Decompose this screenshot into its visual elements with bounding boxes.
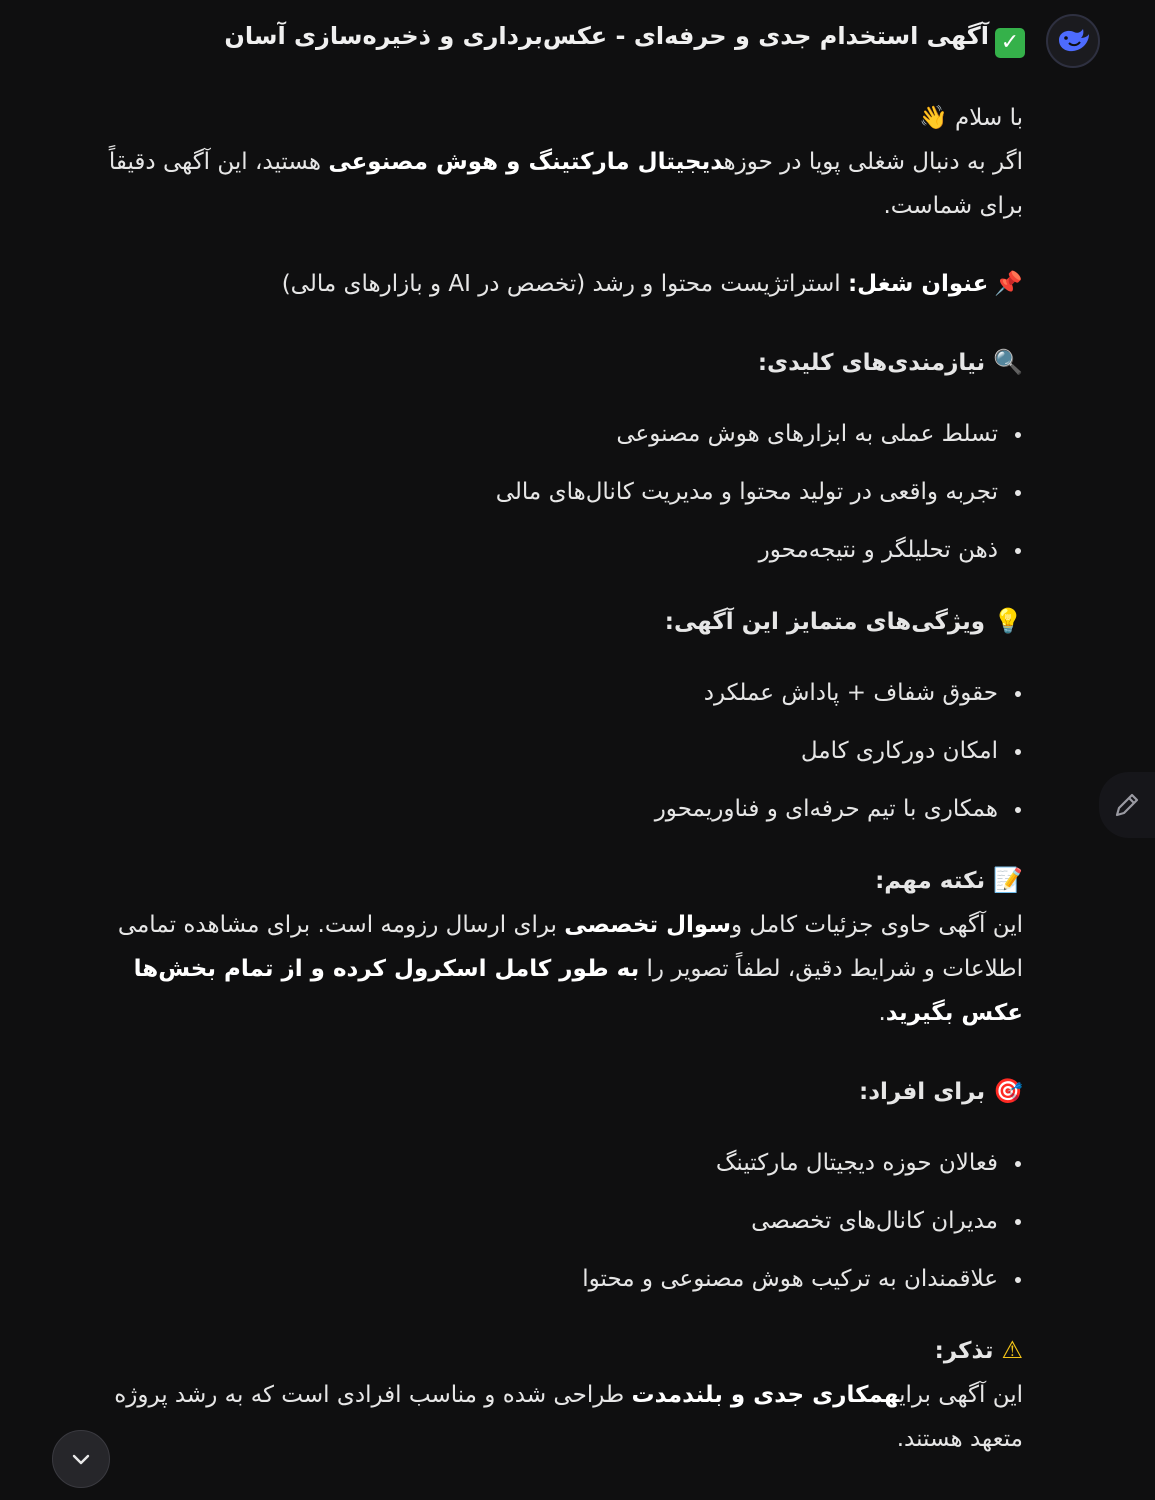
list-item: فعالان حوزه دیجیتال مارکتینگ <box>78 1134 1023 1192</box>
reminder-heading <box>78 1328 1023 1373</box>
scroll-down-button[interactable] <box>52 1430 110 1488</box>
reminder-bold: همکاری جدی و بلندمدت <box>631 1382 900 1408</box>
features-list <box>78 664 1023 838</box>
list-item: حقوق شفاف + پاداش عملکرد <box>78 664 1023 722</box>
audience-title: برای افراد: <box>859 1079 986 1105</box>
job-title-line <box>78 262 1023 306</box>
job-title-label: عنوان شغل: <box>847 271 989 297</box>
pencil-icon <box>1112 790 1142 820</box>
list-item: همکاری با تیم حرفه‌ای و فناوریمحور <box>78 780 1023 838</box>
greeting-text: با سلام <box>955 105 1023 131</box>
assistant-avatar <box>1046 14 1100 68</box>
chevron-down-icon <box>69 1447 93 1471</box>
greeting <box>78 96 1023 140</box>
intro-text-1: اگر به دنبال شغلی پویا در حوزه <box>723 149 1023 175</box>
features-heading <box>78 599 1023 644</box>
list-item: ذهن تحلیلگر و نتیجه‌محور <box>78 521 1023 579</box>
reminder-text-1: این آگهی برای <box>899 1382 1023 1408</box>
pushpin-icon: 📌 <box>994 271 1023 297</box>
chat-header <box>0 0 1155 84</box>
reminder-paragraph <box>78 1373 1023 1461</box>
warning-icon: ⚠ <box>1001 1336 1023 1364</box>
page-title <box>224 22 1025 58</box>
note-text-3: . <box>878 1000 886 1026</box>
note-title: نکته مهم: <box>875 868 986 894</box>
message-body <box>78 96 1023 1461</box>
requirements-list <box>78 405 1023 579</box>
audience-list <box>78 1134 1023 1308</box>
intro-paragraph <box>78 140 1023 228</box>
list-item: مدیران کانال‌های تخصصی <box>78 1192 1023 1250</box>
list-item: تجربه واقعی در تولید محتوا و مدیریت کانال‌های مالی <box>78 463 1023 521</box>
intro-bold: دیجیتال مارکتینگ و هوش مصنوعی <box>328 149 724 175</box>
check-mark-icon: ✓ <box>995 28 1025 58</box>
whale-logo-icon <box>1056 26 1090 56</box>
note-heading <box>78 858 1023 903</box>
target-icon: 🎯 <box>993 1077 1023 1105</box>
note-text-2: برای ارسال رزومه است. برای مشاهده تمامی اطلاعات و شرایط دقیق، لطفاً تصویر را <box>117 912 1023 982</box>
light-bulb-icon: 💡 <box>993 607 1023 635</box>
job-title-value: استراتژیست محتوا و رشد (تخصص در AI و بازارهای مالی) <box>281 271 848 297</box>
note-paragraph <box>78 903 1023 1035</box>
list-item: علاقمندان به ترکیب هوش مصنوعی و محتوا <box>78 1250 1023 1308</box>
list-item: امکان دورکاری کامل <box>78 722 1023 780</box>
note-bold-1: سوال تخصصی <box>564 912 731 938</box>
reminder-text-2: طراحی شده و مناسب افرادی است که به رشد پروژه متعهد هستند. <box>114 1382 1023 1452</box>
waving-hand-icon: 👋 <box>919 105 948 131</box>
features-title: ویژگی‌های متمایز این آگهی: <box>664 609 986 635</box>
edit-button[interactable] <box>1099 772 1155 838</box>
reminder-title: تذکر: <box>934 1338 994 1364</box>
intro-text-2: هستید، این آگهی دقیقاً برای شماست. <box>108 149 1023 219</box>
magnifier-icon: 🔍 <box>993 348 1023 376</box>
page-title-text: آگهی استخدام جدی و حرفه‌ای - عکس‌برداری و ذخیره‌سازی آسان <box>224 22 989 50</box>
list-item: تسلط عملی به ابزارهای هوش مصنوعی <box>78 405 1023 463</box>
note-bold-2: به طور کامل اسکرول کرده و از تمام بخش‌ها عکس بگیرید <box>133 956 1023 1026</box>
requirements-title: نیازمندی‌های کلیدی: <box>757 350 986 376</box>
note-text-1: این آگهی حاوی جزئیات کامل و <box>730 912 1023 938</box>
memo-icon: 📝 <box>993 866 1023 894</box>
audience-heading <box>78 1069 1023 1114</box>
requirements-heading <box>78 340 1023 385</box>
